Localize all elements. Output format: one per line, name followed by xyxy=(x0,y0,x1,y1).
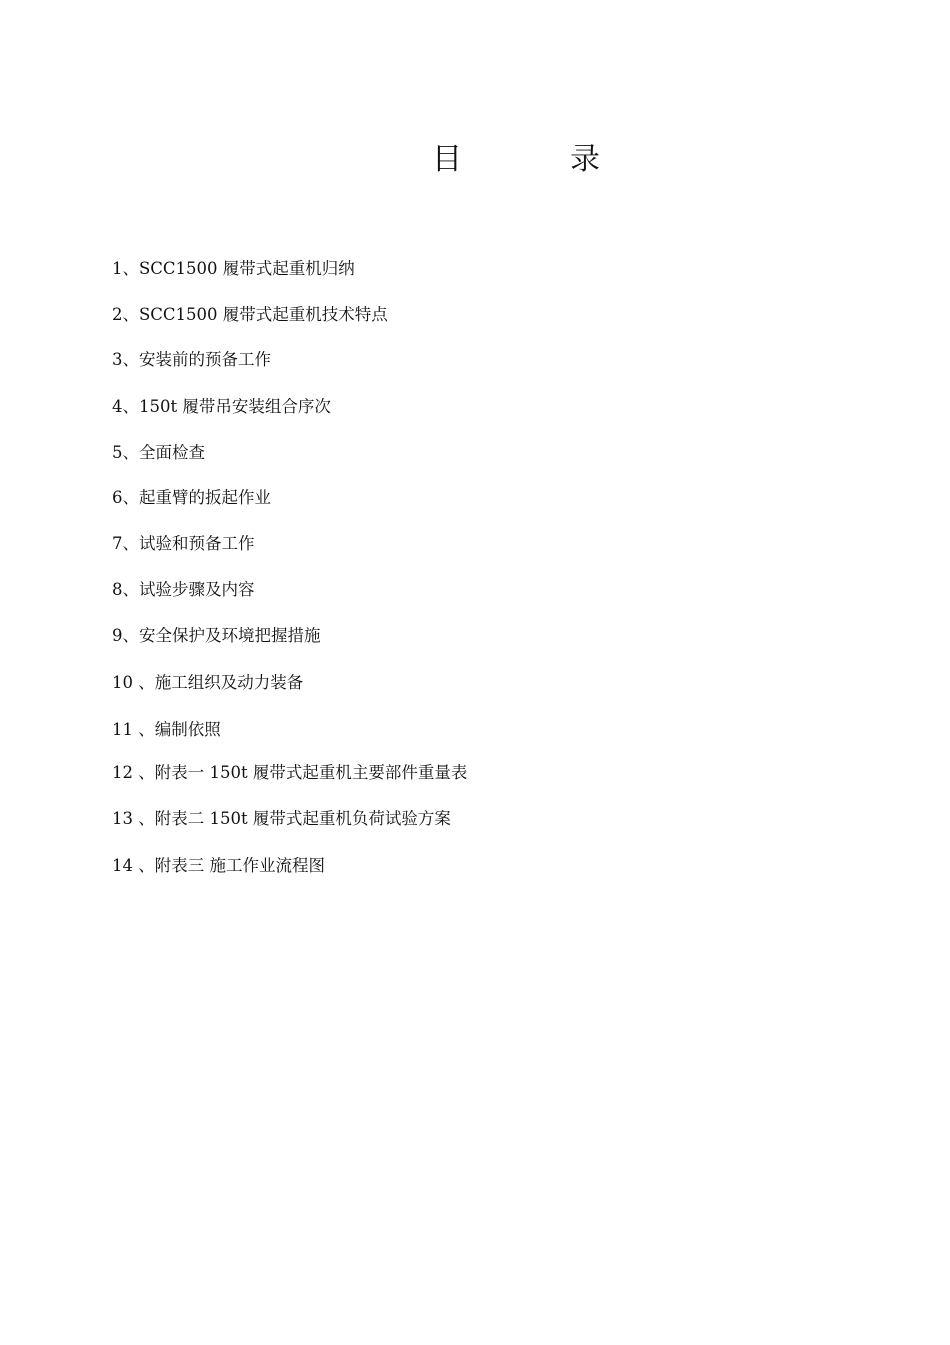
toc-item-11: 11 、编制依照 xyxy=(112,720,221,739)
title-char-1: 目 xyxy=(432,142,462,177)
toc-item-10: 10 、施工组织及动力装备 xyxy=(112,673,304,692)
toc-item-8: 8、试验步骤及内容 xyxy=(112,580,255,599)
toc-item-4: 4、150t 履带吊安装组合序次 xyxy=(112,397,331,416)
toc-item-12: 12 、附表一 150t 履带式起重机主要部件重量表 xyxy=(112,763,468,782)
toc-item-2: 2、SCC1500 履带式起重机技术特点 xyxy=(112,305,388,324)
page-title xyxy=(432,140,632,180)
toc-item-5: 5、全面检查 xyxy=(112,443,205,462)
toc-item-1: 1、SCC1500 履带式起重机归纳 xyxy=(112,259,355,278)
toc-item-6: 6、起重臂的扳起作业 xyxy=(112,488,271,507)
toc-item-13: 13 、附表二 150t 履带式起重机负荷试验方案 xyxy=(112,809,451,828)
toc-item-9: 9、安全保护及环境把握措施 xyxy=(112,626,321,645)
toc-item-7: 7、试验和预备工作 xyxy=(112,534,255,553)
title-char-2: 录 xyxy=(570,142,600,177)
toc-item-14: 14 、附表三 施工作业流程图 xyxy=(112,856,325,875)
toc-item-3: 3、安装前的预备工作 xyxy=(112,350,271,369)
